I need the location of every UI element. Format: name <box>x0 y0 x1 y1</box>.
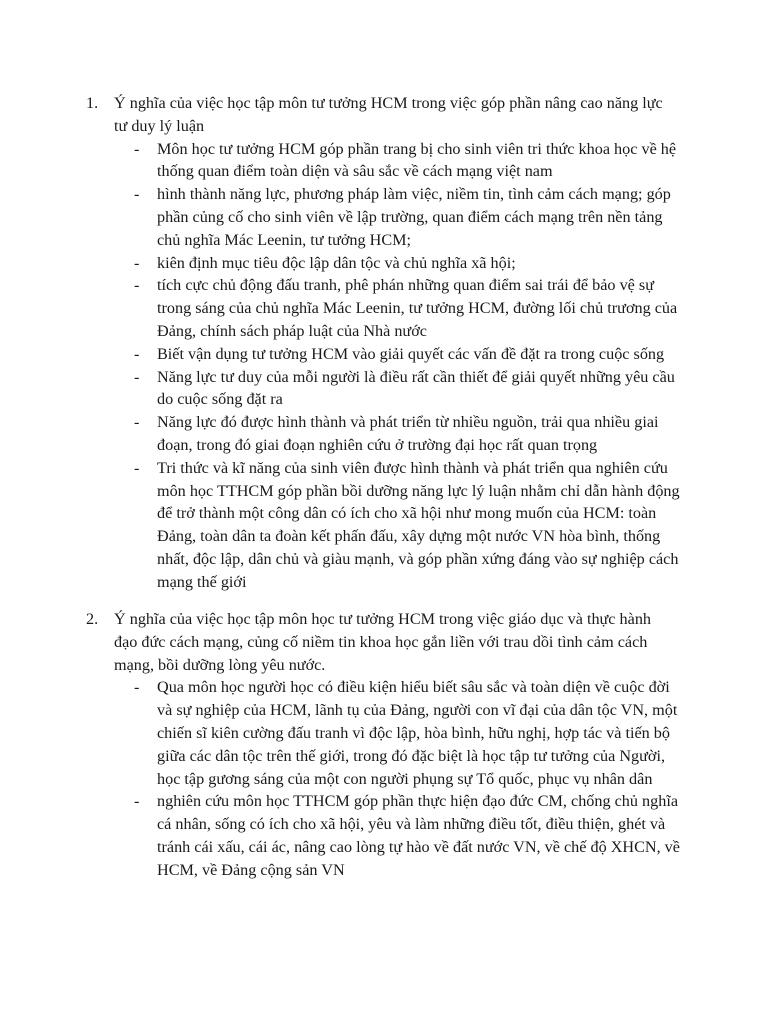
list-item-text: Năng lực tư duy của mỗi người là điều rất cần thiết để giải quyết những yêu cầu do cuộc sống đặt ra <box>157 367 675 409</box>
section-1 <box>0 92 768 594</box>
section-2 <box>0 608 768 882</box>
list-item <box>134 366 687 412</box>
bullet-marker: - <box>134 367 140 386</box>
list-item <box>134 457 687 594</box>
section-1-heading <box>86 92 674 138</box>
list-item-text: Qua môn học người học có điều kiện hiểu biết sâu sắc và toàn diện về cuộc đời và sự nghiệp của HCM, lãnh tụ của Đảng, người con vĩ đại của dân tộc VN, một chiến sĩ kiên cường đấu tranh vì độc lập, hòa bình, hữu nghị, hợp tác và tiến bộ giữa các dân tộc trên thế giới, trong đó đặc biệt là học tập tư tưởng của Người, học tập gương sáng của một con người phụng sự Tổ quốc, phục vụ nhân dân <box>157 678 678 788</box>
list-item <box>134 676 687 790</box>
section-2-heading-text: Ý nghĩa của việc học tập môn học tư tưởng HCM trong việc giáo dục và thực hành đạo đức cách mạng, củng cố niềm tin khoa học gắn liền với trau dồi tình cảm cách mạng, bồi dưỡng lòng yêu nước. <box>114 610 652 674</box>
bullet-marker: - <box>134 185 140 204</box>
section-2-number: 2. <box>86 610 99 628</box>
bullet-marker: - <box>134 792 140 811</box>
bullet-marker: - <box>134 458 140 477</box>
section-1-heading-text: Ý nghĩa của việc học tập môn tư tưởng HCM trong việc góp phần nâng cao năng lực tư duy lý luận <box>114 94 663 135</box>
bullet-marker: - <box>134 678 140 697</box>
list-item <box>134 138 687 184</box>
list-item-text: Năng lực đó được hình thành và phát triển từ nhiều nguồn, trải qua nhiều giai đoạn, trong đó giai đoạn nghiên cứu ở trường đại học rất quan trọng <box>157 413 659 454</box>
list-item-text: kiên định mục tiêu độc lập dân tộc và chủ nghĩa xã hội; <box>157 253 516 272</box>
section-2-heading <box>86 608 674 676</box>
list-item-text: Biết vận dụng tư tưởng HCM vào giải quyết các vấn đề đặt ra trong cuộc sống <box>157 344 665 363</box>
bullet-marker: - <box>134 413 140 432</box>
list-item-text: hình thành năng lực, phương pháp làm việc, niềm tin, tình cảm cách mạng; góp phần củng cố cho sinh viên về lập trường, quan điểm cách mạng trên nền tảng chủ nghĩa Mác Leenin, tư tưởng HCM; <box>157 185 671 249</box>
list-item <box>134 343 687 366</box>
list-item-text: Tri thức và kĩ năng của sinh viên được hình thành và phát triển qua nghiên cứu môn học TTHCM góp phần bồi dưỡng năng lực lý luận nhằm chỉ dẫn hành động để trở thành một công dân có ích cho xã hội như mong muốn của HCM: toàn Đảng, toàn dân ta đoàn kết phấn đấu, xây dựng một nước VN hòa bình, thống nhất, độc lập, dân chủ và giàu mạnh, và góp phần xứng đáng vào sự nghiệp cách mạng thế giới <box>157 458 680 591</box>
list-item <box>134 252 687 275</box>
list-item <box>134 183 687 251</box>
section-2-bullet-list <box>0 676 768 881</box>
section-1-bullet-list <box>0 138 768 594</box>
bullet-marker: - <box>134 344 140 363</box>
list-item <box>134 411 687 457</box>
section-1-number: 1. <box>86 94 99 112</box>
list-item <box>134 790 687 881</box>
list-item-text: nghiên cứu môn học TTHCM góp phần thực hiện đạo đức CM, chống chủ nghĩa cá nhân, sống có ích cho xã hội, yêu và làm những điều tốt, điều thiện, ghét và tránh cái xấu, cái ác, nâng cao lòng tự hào về đất nước VN, về chế độ XHCN, về HCM, về Đảng cộng sản VN <box>157 792 680 879</box>
list-item-text: Môn học tư tưởng HCM góp phần trang bị cho sinh viên tri thức khoa học về hệ thống quan điểm toàn diện và sâu sắc về cách mạng việt nam <box>157 139 677 181</box>
bullet-marker: - <box>134 253 140 272</box>
bullet-marker: - <box>134 139 140 158</box>
list-item-text: tích cực chủ động đấu tranh, phê phán những quan điểm sai trái để bảo vệ sự trong sáng của chủ nghĩa Mác Leenin, tư tưởng HCM, đường lối chủ trương của Đảng, chính sách pháp luật của Nhà nước <box>157 276 678 340</box>
bullet-marker: - <box>134 276 140 295</box>
list-item <box>134 274 687 342</box>
